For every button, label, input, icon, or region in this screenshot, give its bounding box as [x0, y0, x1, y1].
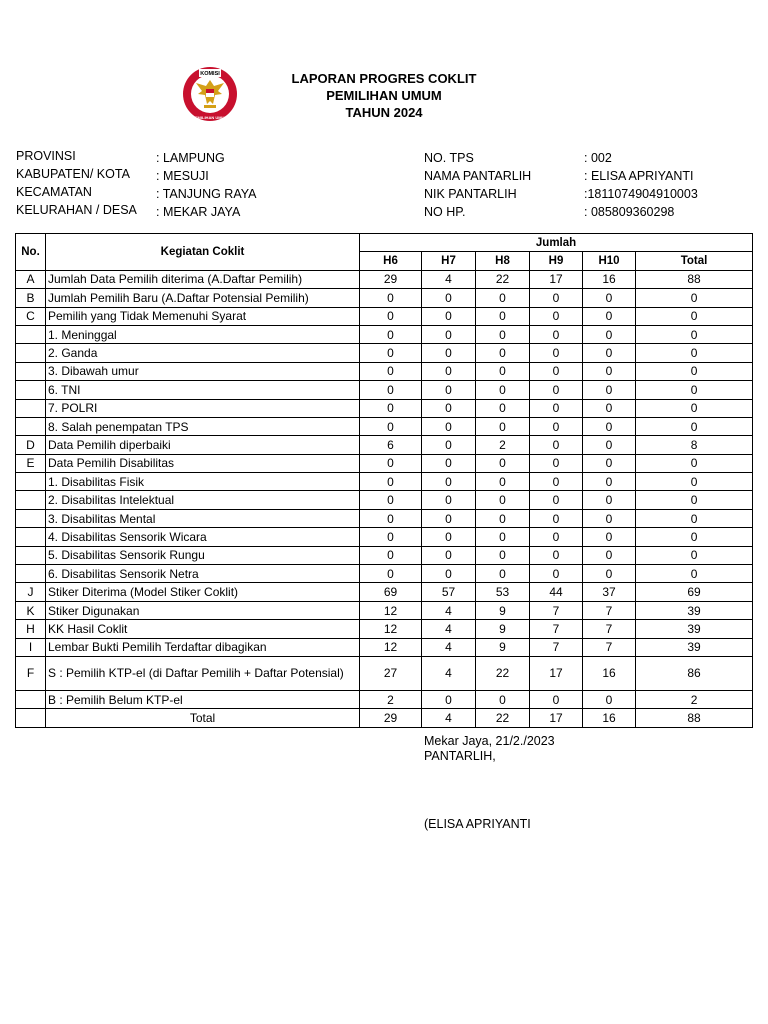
row-value-h7: 0 — [422, 454, 476, 472]
table-row — [16, 620, 753, 638]
row-value-total: 0 — [636, 307, 753, 325]
row-value-h6: 12 — [360, 601, 422, 619]
col-header-jumlah: Jumlah — [360, 234, 753, 252]
col-header-h6: H6 — [360, 252, 422, 270]
col-header-h9: H9 — [530, 252, 583, 270]
row-no: J — [16, 583, 46, 601]
row-no: E — [16, 454, 46, 472]
total-h9: 17 — [530, 709, 583, 727]
row-no — [16, 565, 46, 583]
row-value-h9: 0 — [530, 509, 583, 527]
row-value-h6: 0 — [360, 289, 422, 307]
row-label: 4. Disabilitas Sensorik Wicara — [46, 528, 360, 546]
row-value-total: 39 — [636, 638, 753, 656]
title-line-1: LAPORAN PROGRES COKLIT — [291, 71, 477, 86]
total-row — [16, 709, 753, 727]
row-no: C — [16, 307, 46, 325]
table-row — [16, 417, 753, 435]
row-value-h10: 7 — [583, 601, 636, 619]
row-label: 2. Disabilitas Intelektual — [46, 491, 360, 509]
row-no: F — [16, 656, 46, 690]
total-h7: 4 — [422, 709, 476, 727]
coklit-table — [15, 233, 753, 728]
row-value-total: 0 — [636, 546, 753, 564]
row-value-h7: 4 — [422, 656, 476, 690]
row-value-total: 2 — [636, 690, 753, 708]
row-value-h7: 0 — [422, 362, 476, 380]
row-no — [16, 362, 46, 380]
row-value-h10: 0 — [583, 546, 636, 564]
row-value-h9: 0 — [530, 436, 583, 454]
row-value-h6: 0 — [360, 325, 422, 343]
info-label-kecamatan: KECAMATAN — [16, 185, 92, 199]
info-label-nama: NAMA PANTARLIH — [424, 169, 532, 183]
table-row — [16, 638, 753, 656]
row-value-h6: 2 — [360, 690, 422, 708]
header-row-1 — [16, 234, 753, 252]
row-value-h8: 0 — [476, 565, 530, 583]
info-left-labels — [16, 147, 137, 219]
row-value-h8: 9 — [476, 638, 530, 656]
row-value-h7: 0 — [422, 307, 476, 325]
row-no: H — [16, 620, 46, 638]
row-value-h10: 0 — [583, 289, 636, 307]
row-label: 8. Salah penempatan TPS — [46, 417, 360, 435]
row-value-total: 0 — [636, 565, 753, 583]
row-value-h6: 0 — [360, 546, 422, 564]
row-label: Lembar Bukti Pemilih Terdaftar dibagikan — [46, 638, 360, 656]
row-value-h8: 53 — [476, 583, 530, 601]
kpu-logo — [180, 64, 240, 124]
row-value-h9: 44 — [530, 583, 583, 601]
row-value-h6: 0 — [360, 509, 422, 527]
row-value-total: 39 — [636, 620, 753, 638]
row-value-h8: 0 — [476, 344, 530, 362]
row-value-h6: 27 — [360, 656, 422, 690]
signature-block — [424, 734, 555, 764]
info-right-values — [584, 149, 698, 221]
row-no — [16, 473, 46, 491]
table-row — [16, 656, 753, 690]
table-row — [16, 565, 753, 583]
row-value-h9: 0 — [530, 454, 583, 472]
row-value-h7: 0 — [422, 344, 476, 362]
row-no — [16, 546, 46, 564]
total-h10: 16 — [583, 709, 636, 727]
table-row — [16, 473, 753, 491]
row-label: Stiker Digunakan — [46, 601, 360, 619]
row-value-h6: 12 — [360, 620, 422, 638]
row-value-total: 0 — [636, 454, 753, 472]
row-label: 2. Ganda — [46, 344, 360, 362]
col-header-total: Total — [636, 252, 753, 270]
row-value-h10: 0 — [583, 690, 636, 708]
row-label: Pemilih yang Tidak Memenuhi Syarat — [46, 307, 360, 325]
row-value-h9: 0 — [530, 362, 583, 380]
row-value-h9: 7 — [530, 601, 583, 619]
row-value-h6: 0 — [360, 454, 422, 472]
row-value-total: 88 — [636, 270, 753, 288]
row-value-h10: 7 — [583, 620, 636, 638]
table-row — [16, 289, 753, 307]
row-label: Jumlah Data Pemilih diterima (A.Daftar Pemilih) — [46, 270, 360, 288]
row-value-h9: 0 — [530, 528, 583, 546]
row-value-h8: 0 — [476, 491, 530, 509]
row-value-h8: 0 — [476, 473, 530, 491]
title-line-3: TAHUN 2024 — [345, 105, 423, 120]
row-value-h8: 0 — [476, 454, 530, 472]
row-value-h8: 2 — [476, 436, 530, 454]
row-value-h9: 0 — [530, 417, 583, 435]
row-value-h10: 0 — [583, 362, 636, 380]
row-value-h6: 0 — [360, 399, 422, 417]
table-row — [16, 491, 753, 509]
table-row — [16, 454, 753, 472]
row-value-h10: 0 — [583, 491, 636, 509]
row-value-h10: 16 — [583, 656, 636, 690]
row-value-h8: 0 — [476, 417, 530, 435]
col-header-kegiatan: Kegiatan Coklit — [46, 234, 360, 271]
info-value-nama: : ELISA APRIYANTI — [584, 169, 694, 183]
row-value-h6: 0 — [360, 381, 422, 399]
table-row — [16, 325, 753, 343]
row-value-h6: 29 — [360, 270, 422, 288]
row-value-h8: 0 — [476, 381, 530, 399]
row-no — [16, 690, 46, 708]
row-value-total: 0 — [636, 491, 753, 509]
row-value-h6: 0 — [360, 528, 422, 546]
row-label: B : Pemilih Belum KTP-el — [46, 690, 360, 708]
row-value-h9: 17 — [530, 656, 583, 690]
row-no: K — [16, 601, 46, 619]
info-label-kelurahan: KELURAHAN / DESA — [16, 203, 137, 217]
table-row — [16, 601, 753, 619]
row-no: B — [16, 289, 46, 307]
row-value-h10: 37 — [583, 583, 636, 601]
row-value-h8: 9 — [476, 601, 530, 619]
row-no: I — [16, 638, 46, 656]
row-value-h10: 0 — [583, 565, 636, 583]
row-value-total: 0 — [636, 528, 753, 546]
row-label: KK Hasil Coklit — [46, 620, 360, 638]
row-value-h6: 0 — [360, 473, 422, 491]
table-row — [16, 690, 753, 708]
table-row — [16, 381, 753, 399]
table-row — [16, 270, 753, 288]
logo-text-bottom: PEMILIHAN UMUM — [192, 115, 228, 120]
col-header-h8: H8 — [476, 252, 530, 270]
row-value-h10: 0 — [583, 436, 636, 454]
row-no — [16, 325, 46, 343]
row-value-h9: 0 — [530, 307, 583, 325]
row-label: 1. Meninggal — [46, 325, 360, 343]
table-row — [16, 436, 753, 454]
total-h8: 22 — [476, 709, 530, 727]
row-value-h10: 16 — [583, 270, 636, 288]
row-label: 6. TNI — [46, 381, 360, 399]
total-no — [16, 709, 46, 727]
row-value-h7: 0 — [422, 381, 476, 399]
row-no — [16, 417, 46, 435]
row-value-total: 0 — [636, 344, 753, 362]
row-value-h10: 0 — [583, 399, 636, 417]
row-value-total: 0 — [636, 325, 753, 343]
info-left-values — [156, 149, 256, 221]
row-value-total: 0 — [636, 473, 753, 491]
info-right-labels — [424, 149, 531, 221]
signature-name: (ELISA APRIYANTI — [424, 817, 531, 831]
row-no — [16, 399, 46, 417]
row-value-h8: 0 — [476, 509, 530, 527]
row-no — [16, 491, 46, 509]
signature-place-date: Mekar Jaya, 21/2./2023 — [424, 734, 555, 748]
row-value-h9: 0 — [530, 546, 583, 564]
row-no — [16, 344, 46, 362]
row-label: 6. Disabilitas Sensorik Netra — [46, 565, 360, 583]
report-title — [240, 70, 528, 121]
table-row — [16, 344, 753, 362]
row-value-h7: 4 — [422, 620, 476, 638]
row-value-h7: 0 — [422, 399, 476, 417]
row-value-h7: 0 — [422, 690, 476, 708]
title-line-2: PEMILIHAN UMUM — [326, 88, 442, 103]
row-value-h6: 0 — [360, 565, 422, 583]
row-value-h9: 17 — [530, 270, 583, 288]
row-value-h9: 0 — [530, 565, 583, 583]
row-no — [16, 528, 46, 546]
row-value-total: 0 — [636, 381, 753, 399]
row-no — [16, 509, 46, 527]
info-value-nik: :1811074904910003 — [584, 187, 698, 201]
info-value-kelurahan: : MEKAR JAYA — [156, 205, 241, 219]
row-value-h8: 22 — [476, 270, 530, 288]
row-value-h10: 7 — [583, 638, 636, 656]
row-value-total: 86 — [636, 656, 753, 690]
col-header-h7: H7 — [422, 252, 476, 270]
table-row — [16, 528, 753, 546]
row-value-total: 39 — [636, 601, 753, 619]
row-value-h10: 0 — [583, 454, 636, 472]
row-value-h9: 7 — [530, 620, 583, 638]
row-value-h6: 6 — [360, 436, 422, 454]
table-row — [16, 583, 753, 601]
row-value-h10: 0 — [583, 307, 636, 325]
row-value-h7: 0 — [422, 289, 476, 307]
row-value-h8: 0 — [476, 690, 530, 708]
row-no: A — [16, 270, 46, 288]
col-header-no: No. — [16, 234, 46, 271]
row-value-h7: 57 — [422, 583, 476, 601]
row-value-h7: 0 — [422, 417, 476, 435]
row-label: 7. POLRI — [46, 399, 360, 417]
row-value-h7: 0 — [422, 491, 476, 509]
row-value-total: 8 — [636, 436, 753, 454]
table-body — [16, 270, 753, 709]
info-label-hp: NO HP. — [424, 205, 466, 219]
row-value-h7: 4 — [422, 638, 476, 656]
row-value-h9: 0 — [530, 289, 583, 307]
row-value-h8: 0 — [476, 307, 530, 325]
row-value-h9: 0 — [530, 325, 583, 343]
row-value-h8: 0 — [476, 546, 530, 564]
row-value-h10: 0 — [583, 528, 636, 546]
row-value-h8: 9 — [476, 620, 530, 638]
row-value-h9: 0 — [530, 473, 583, 491]
row-value-h9: 0 — [530, 344, 583, 362]
total-h6: 29 — [360, 709, 422, 727]
info-value-kecamatan: : TANJUNG RAYA — [156, 187, 257, 201]
row-value-h9: 0 — [530, 399, 583, 417]
row-label: 5. Disabilitas Sensorik Rungu — [46, 546, 360, 564]
row-value-h7: 4 — [422, 270, 476, 288]
row-label: Stiker Diterima (Model Stiker Coklit) — [46, 583, 360, 601]
row-label: 3. Dibawah umur — [46, 362, 360, 380]
row-value-h8: 0 — [476, 528, 530, 546]
info-label-provinsi: PROVINSI — [16, 149, 76, 163]
row-label: 1. Disabilitas Fisik — [46, 473, 360, 491]
row-value-total: 0 — [636, 289, 753, 307]
row-value-h8: 22 — [476, 656, 530, 690]
row-label: Data Pemilih diperbaiki — [46, 436, 360, 454]
row-value-h8: 0 — [476, 325, 530, 343]
row-value-h7: 0 — [422, 325, 476, 343]
row-value-h8: 0 — [476, 289, 530, 307]
row-value-h7: 0 — [422, 509, 476, 527]
row-value-h6: 69 — [360, 583, 422, 601]
row-value-h7: 0 — [422, 546, 476, 564]
row-value-h6: 0 — [360, 417, 422, 435]
row-value-h7: 0 — [422, 473, 476, 491]
table-row — [16, 307, 753, 325]
row-value-total: 0 — [636, 509, 753, 527]
row-no — [16, 381, 46, 399]
col-header-h10: H10 — [583, 252, 636, 270]
table-row — [16, 546, 753, 564]
info-label-tps: NO. TPS — [424, 151, 474, 165]
info-value-tps: : 002 — [584, 151, 612, 165]
row-value-h9: 0 — [530, 491, 583, 509]
row-label: Data Pemilih Disabilitas — [46, 454, 360, 472]
row-value-total: 0 — [636, 362, 753, 380]
row-value-total: 0 — [636, 399, 753, 417]
row-value-h10: 0 — [583, 381, 636, 399]
logo-text-top: KOMISI — [200, 71, 220, 77]
row-value-h9: 7 — [530, 638, 583, 656]
row-value-h9: 0 — [530, 381, 583, 399]
row-value-total: 0 — [636, 417, 753, 435]
info-value-hp: : 085809360298 — [584, 205, 675, 219]
row-label: Jumlah Pemilih Baru (A.Daftar Potensial Pemilih) — [46, 289, 360, 307]
row-value-h6: 0 — [360, 307, 422, 325]
row-value-h7: 0 — [422, 528, 476, 546]
total-label: Total — [46, 709, 360, 727]
row-value-h10: 0 — [583, 509, 636, 527]
row-value-h10: 0 — [583, 344, 636, 362]
row-value-h10: 0 — [583, 325, 636, 343]
row-value-h8: 0 — [476, 362, 530, 380]
table-row — [16, 399, 753, 417]
row-value-h7: 0 — [422, 565, 476, 583]
info-value-kabupaten: : MESUJI — [156, 169, 209, 183]
table-row — [16, 509, 753, 527]
signature-role: PANTARLIH, — [424, 749, 496, 763]
row-value-h6: 0 — [360, 491, 422, 509]
row-value-h10: 0 — [583, 417, 636, 435]
info-label-nik: NIK PANTARLIH — [424, 187, 517, 201]
row-label: 3. Disabilitas Mental — [46, 509, 360, 527]
info-value-provinsi: : LAMPUNG — [156, 151, 225, 165]
table-row — [16, 362, 753, 380]
row-value-total: 69 — [636, 583, 753, 601]
row-value-h6: 0 — [360, 344, 422, 362]
row-value-h6: 0 — [360, 362, 422, 380]
row-value-h6: 12 — [360, 638, 422, 656]
total-total: 88 — [636, 709, 753, 727]
row-label: S : Pemilih KTP-el (di Daftar Pemilih + Daftar Potensial) — [46, 656, 360, 690]
row-value-h7: 4 — [422, 601, 476, 619]
row-value-h9: 0 — [530, 690, 583, 708]
row-value-h8: 0 — [476, 399, 530, 417]
row-value-h10: 0 — [583, 473, 636, 491]
row-no: D — [16, 436, 46, 454]
info-label-kabupaten: KABUPATEN/ KOTA — [16, 167, 130, 181]
row-value-h7: 0 — [422, 436, 476, 454]
